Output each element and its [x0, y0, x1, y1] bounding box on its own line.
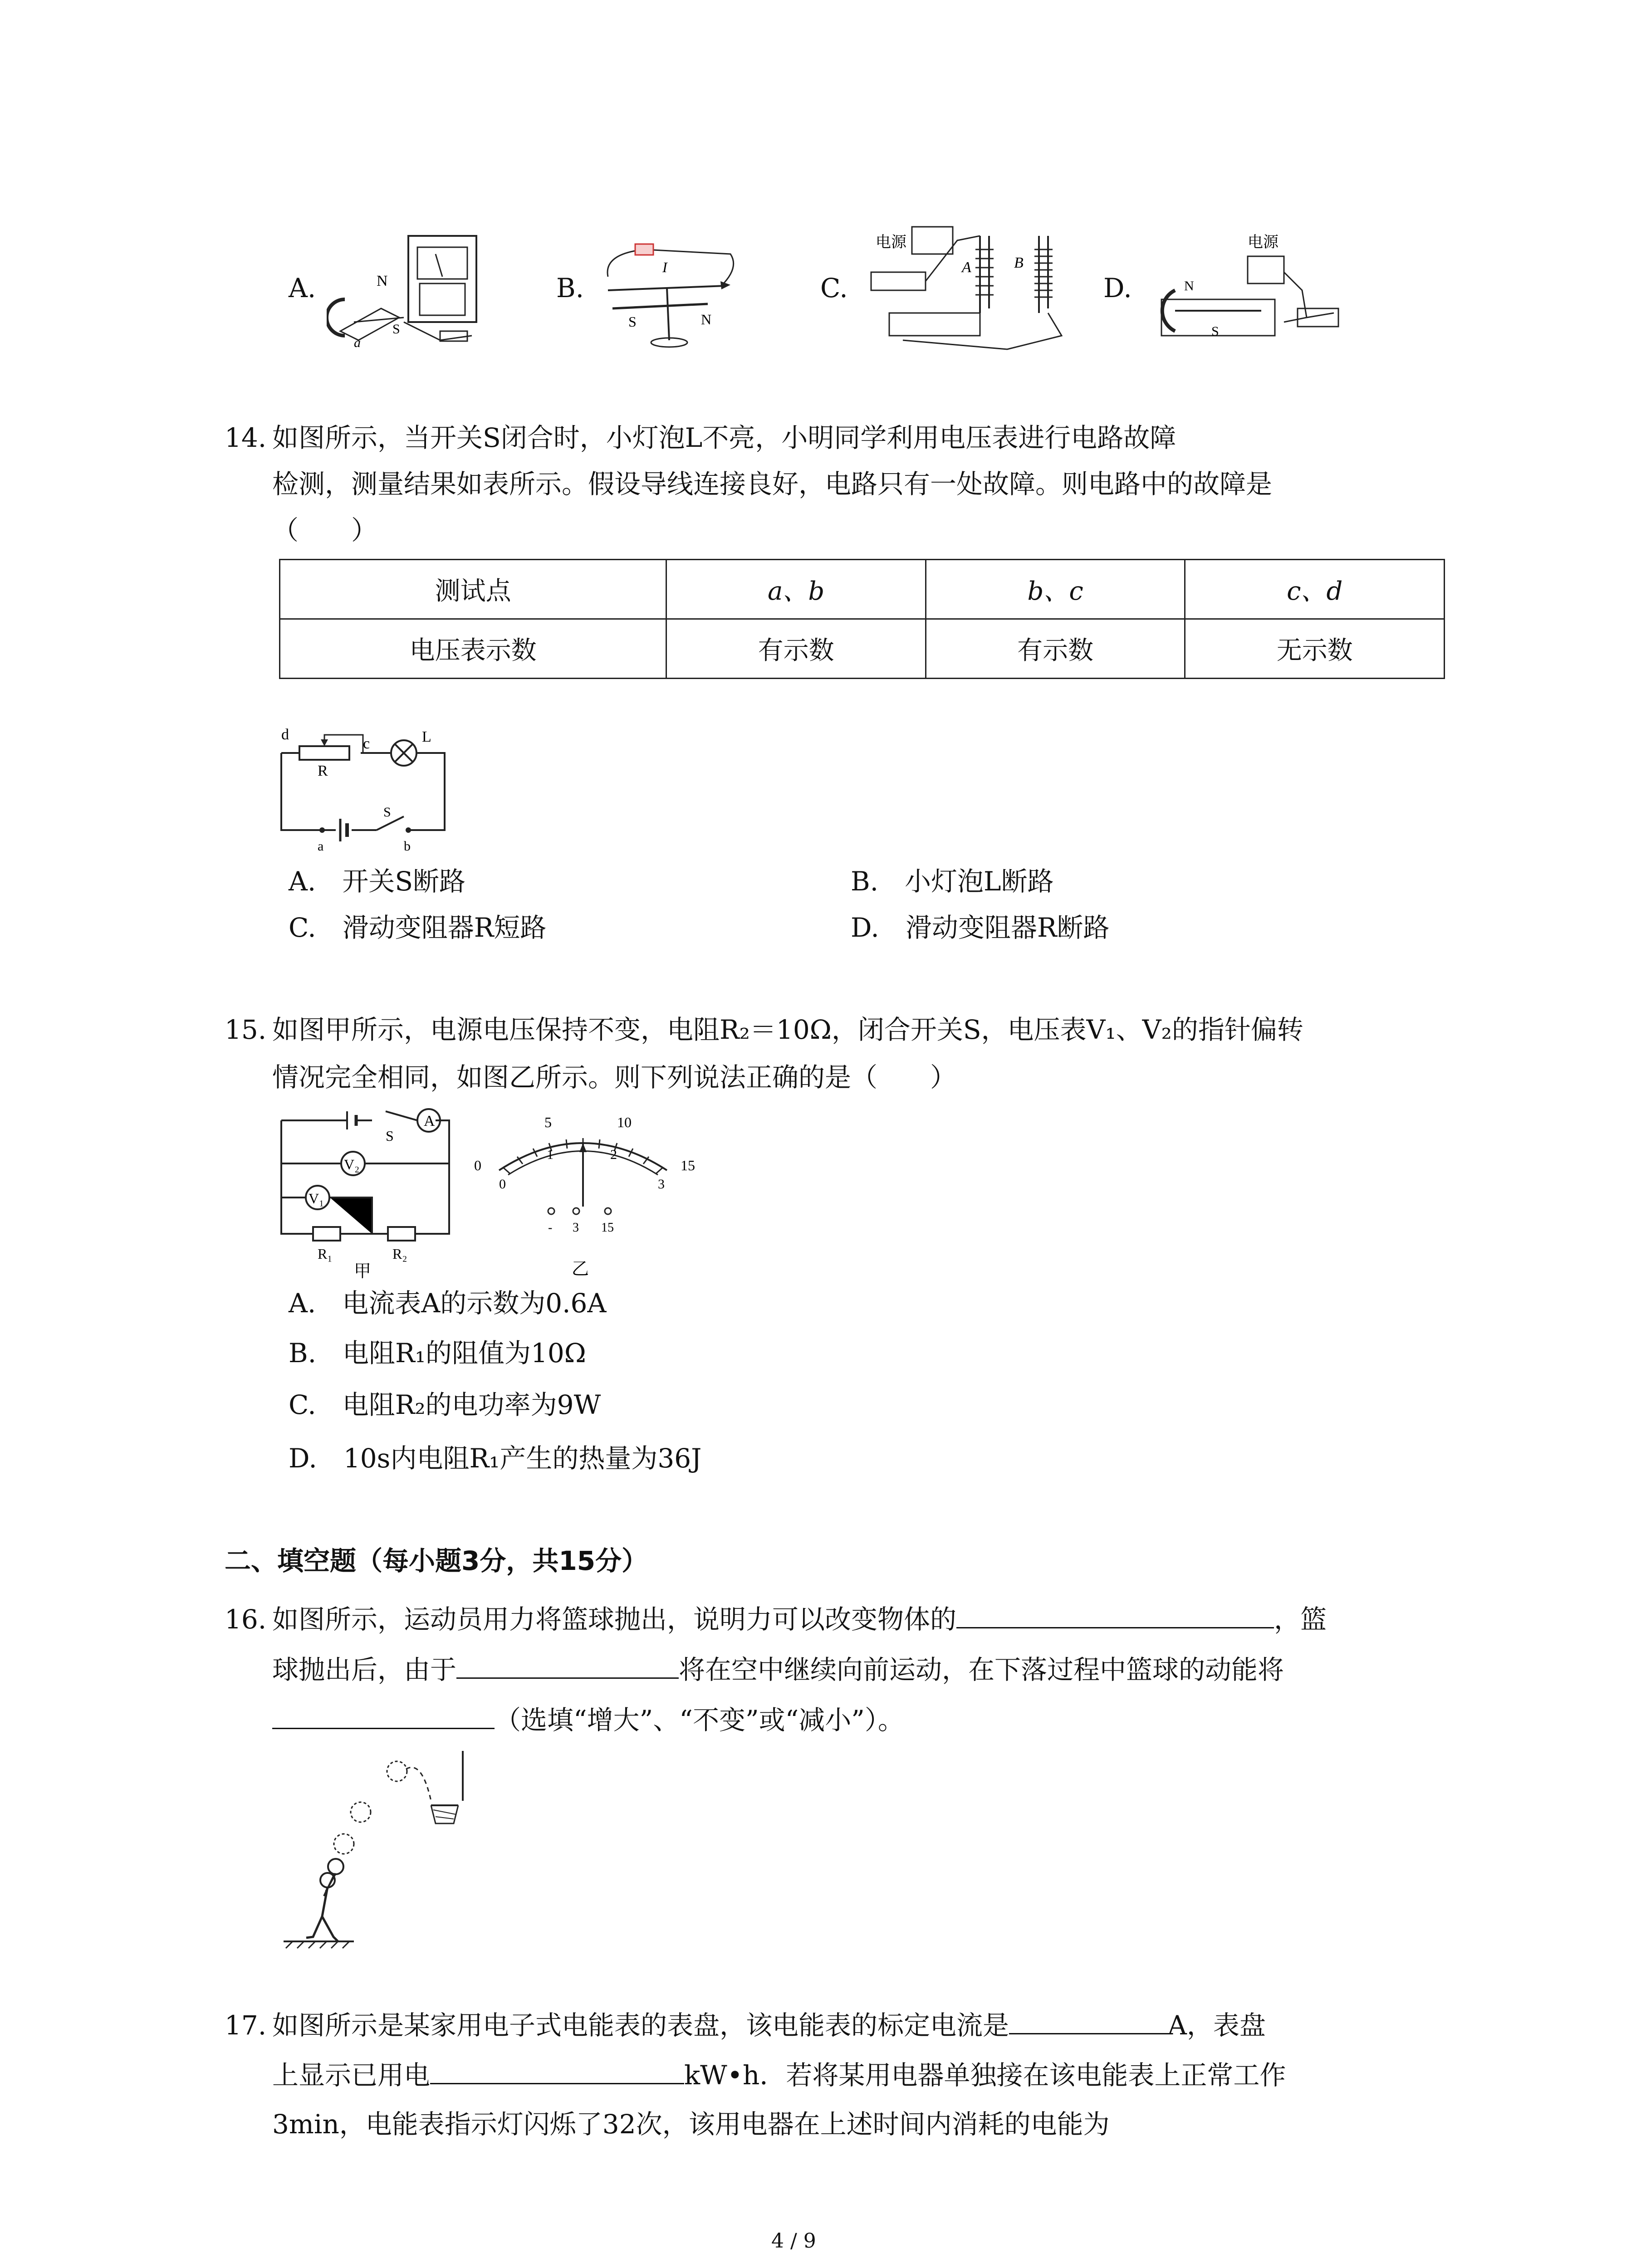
- scale-bottom-1: 1: [547, 1147, 554, 1162]
- q14-option-d: D. 滑动变阻器R断路: [851, 912, 1110, 943]
- table-header-cell: a、b: [666, 560, 926, 619]
- figure-jia-caption: 甲: [354, 1262, 372, 1279]
- q15-number: 15.: [225, 1014, 267, 1045]
- table-header-cell: b、c: [926, 560, 1185, 619]
- section-title: 二、填空题（每小题3分，共15分）: [225, 1545, 648, 1576]
- q16-blank-3[interactable]: [272, 1704, 495, 1729]
- fig-a-small: a: [354, 335, 361, 350]
- table-header-cell: c、d: [1185, 560, 1445, 619]
- resistor-r2: R₂: [392, 1246, 407, 1262]
- option-a-label: A.: [289, 273, 316, 303]
- circuit-label-a: a: [318, 839, 324, 854]
- table-header-cell: 测试点: [280, 560, 666, 619]
- q14-line2: 检测，测量结果如表所示。假设导线连接良好，电路只有一处故障。则电路中的故障是: [272, 469, 1273, 499]
- figure-yi-caption: 乙: [572, 1260, 589, 1279]
- q16-text: 将在空中继续向前运动，在下落过程中篮球的动能将: [679, 1654, 1284, 1685]
- table-row: [280, 619, 1445, 679]
- q14-option-b: B. 小灯泡L断路: [851, 866, 1054, 897]
- scale-top-0: 0: [474, 1157, 481, 1173]
- q16-line3: [272, 1704, 904, 1736]
- option-c-label: C.: [820, 273, 848, 303]
- circuit-label-d: d: [281, 726, 289, 743]
- fig-b-s: S: [628, 313, 637, 330]
- switch-s: S: [386, 1128, 394, 1144]
- table-header-row: [280, 560, 1445, 619]
- q14-option-a: A. 开关S断路: [289, 866, 466, 897]
- q16-text: 如图所示，运动员用力将篮球抛出，说明力可以改变物体的: [272, 1604, 957, 1635]
- fig-c-a: A: [962, 259, 971, 276]
- fig-c-b: B: [1014, 254, 1024, 271]
- q16-text: 球抛出后，由于: [272, 1654, 457, 1685]
- q15-line2: 情况完全相同，如图乙所示。则下列说法正确的是（ ）: [272, 1062, 957, 1093]
- fig-a-n: N: [377, 273, 388, 289]
- scale-top-5: 5: [544, 1114, 552, 1130]
- scale-top-15: 15: [681, 1157, 695, 1173]
- table-cell: 有示数: [926, 619, 1185, 679]
- resistor-r1: R₁: [318, 1246, 333, 1262]
- circuit-label-c: c: [363, 735, 370, 752]
- q16-line2: [272, 1654, 1284, 1686]
- terminal-15: 15: [601, 1221, 614, 1235]
- q17-text: kW•h．若将某用电器单独接在该电能表上正常工作: [684, 2060, 1286, 2091]
- q17-line1: [272, 2009, 1266, 2041]
- fig-a-s: S: [392, 322, 400, 337]
- q13-figure-b: [594, 236, 744, 349]
- fig-b-i: I: [662, 259, 667, 275]
- voltmeter-v1: V₁: [309, 1190, 324, 1207]
- table-cell: 电压表示数: [280, 619, 666, 679]
- q17-text: 如图所示是某家用电子式电能表的表盘，该电能表的标定电流是: [272, 2010, 1009, 2041]
- q17-text: A，表盘: [1168, 2010, 1266, 2041]
- q13-figure-a: [327, 227, 481, 358]
- circuit-label-b: b: [404, 839, 411, 854]
- option-b-label: B.: [556, 273, 584, 303]
- page-number: 4 / 9: [771, 2229, 816, 2253]
- scale-bottom-3: 3: [658, 1177, 665, 1192]
- q16-text: （选填“增大”、“不变”或“减小”）。: [495, 1705, 904, 1735]
- q16-blank-2[interactable]: [456, 1654, 679, 1679]
- terminal-3: 3: [573, 1221, 579, 1235]
- q16-text: ，篮: [1274, 1604, 1327, 1635]
- q17-text: 上显示已用电: [272, 2060, 431, 2091]
- q16-number: 16.: [225, 1604, 267, 1635]
- option-d-label: D.: [1103, 273, 1132, 303]
- fig-d-s: S: [1211, 324, 1219, 339]
- fig-d-n: N: [1184, 279, 1194, 293]
- q17-line3: 3min，电能表指示灯闪烁了32次，该用电器在上述时间内消耗的电能为: [272, 2109, 1110, 2140]
- q14-table: [279, 559, 1445, 679]
- q15-voltmeter-yi: [467, 1107, 703, 1279]
- q15-option-d: D. 10s内电阻R₁产生的热量为36J: [289, 1443, 702, 1474]
- q17-blank-1[interactable]: [1009, 2009, 1168, 2034]
- q14-line3: （ ）: [272, 515, 378, 546]
- scale-top-10: 10: [617, 1114, 632, 1130]
- q17-number: 17.: [225, 2010, 267, 2041]
- circuit-label-r: R: [318, 763, 328, 779]
- fig-d-power: 电源: [1248, 234, 1279, 251]
- table-cell: 有示数: [666, 619, 926, 679]
- q13-figure-d: [1148, 227, 1352, 354]
- circuit-label-s: S: [383, 805, 391, 820]
- q15-circuit-jia: [272, 1107, 454, 1279]
- fig-b-n: N: [701, 311, 712, 327]
- scale-bottom-2: 2: [610, 1147, 617, 1162]
- terminal-neg: -: [548, 1221, 553, 1235]
- q14-number: 14.: [225, 422, 267, 453]
- q17-line2: [272, 2059, 1286, 2091]
- voltmeter-v2: V₂: [344, 1156, 360, 1173]
- q15-option-a: A. 电流表A的示数为0.6A: [289, 1288, 607, 1319]
- q15-option-b: B. 电阻R₁的阻值为10Ω: [289, 1338, 586, 1369]
- circuit-label-l: L: [422, 728, 431, 745]
- scale-bottom-0: 0: [499, 1177, 506, 1192]
- q16-line1: [272, 1603, 1327, 1635]
- ammeter-a: A: [424, 1113, 435, 1129]
- q14-line1: 如图所示，当开关S闭合时，小灯泡L不亮，小明同学利用电压表进行电路故障: [272, 422, 1176, 453]
- table-cell: 无示数: [1185, 619, 1445, 679]
- q16-blank-1[interactable]: [956, 1603, 1274, 1628]
- q15-option-c: C. 电阻R₂的电功率为9W: [289, 1389, 601, 1420]
- q16-basketball-figure: [277, 1742, 467, 1955]
- q13-figure-c: [857, 222, 1066, 358]
- fig-c-power: 电源: [876, 234, 906, 251]
- q14-option-c: C. 滑动变阻器R短路: [289, 912, 547, 943]
- q14-circuit-diagram: [272, 726, 454, 857]
- q17-blank-2[interactable]: [430, 2059, 684, 2084]
- q15-line1: 如图甲所示，电源电压保持不变，电阻R₂＝10Ω，闭合开关S，电压表V₁、V₂的指针偏转: [272, 1014, 1303, 1045]
